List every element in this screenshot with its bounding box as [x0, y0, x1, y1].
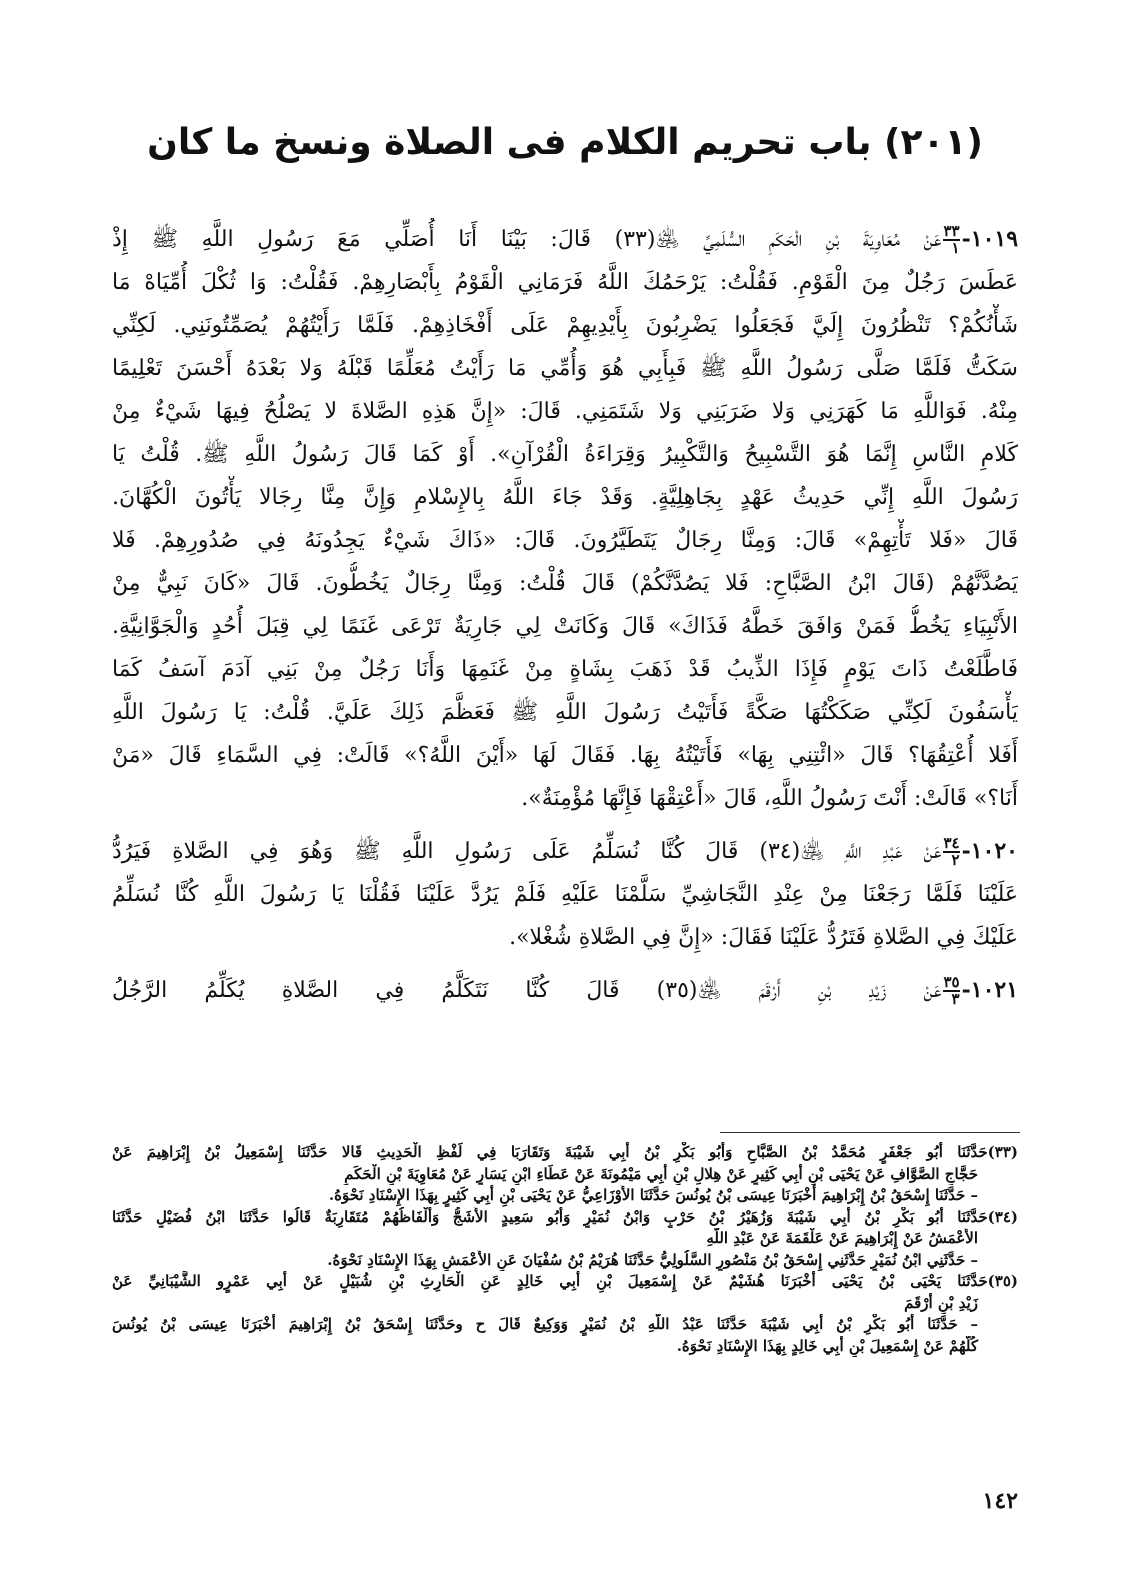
line-text: قَالَ «فَلا تَأْتِهِمْ» قَالَ: وَمِنَّا رِجَالٌ يَتَطَيَّرُونَ. قَالَ: «ذَاكَ شَيْءٌ يَجِدُونَهُ فِي صُدُورِهِمْ. فَلا — [112, 528, 1018, 553]
footnote-divider — [720, 1132, 1020, 1133]
text-line — [112, 218, 1018, 261]
hadith-paragraph — [112, 969, 1018, 1012]
text-line — [112, 734, 1018, 777]
line-text: مِنْهُ. فَوَاللَّهِ مَا كَهَرَنِي وَلا ضَرَبَنِي وَلا شَتَمَنِي. قَالَ: «إِنَّ هَذِهِ الصَّلاةَ لا يَصْلُحُ فِيهَا شَيْءٌ مِنْ — [112, 399, 1018, 424]
page-number: ١٤٢ — [982, 1488, 1018, 1514]
line-text: عَلَيْكَ فِي الصَّلاةِ فَتَرُدُّ عَلَيْنَا فَقَالَ: «إِنَّ فِي الصَّلاةِ شُغْلا». — [509, 925, 1018, 950]
text-line — [112, 648, 1018, 691]
footnote-line: (٣٤)حَدَّثَنَا أَبُو بَكْرِ بْنُ أَبِي شَيْبَةَ وَزُهَيْرُ بْنُ حَرْبٍ وَابْنُ نُمَيْرٍ وَأَبُو سَعِيدٍ الأَشَجُّ وَأَلْفَاظُهُمْ مُتَقَارِبَةٌ قَالُوا حَدَّثَنَا ابْنُ فُضَيْلٍ حَدَّثَنَا — [112, 1207, 1018, 1226]
text-line — [112, 304, 1018, 347]
text-line — [112, 476, 1018, 519]
line-text: أَنَا؟» قَالَتْ: أَنْتَ رَسُولُ اللَّهِ، قَالَ «أَعْتِقْهَا فَإِنَّهَا مُؤْمِنَةٌ». — [521, 786, 1018, 811]
hadith-paragraph — [112, 218, 1018, 820]
text-line — [112, 347, 1018, 390]
hadith-sub-number — [943, 975, 959, 1007]
footnote-line: الأَعْمَشُ عَنْ إِبْرَاهِيمَ عَنْ عَلْقَمَةَ عَنْ عَبْدِ اللَّهِ — [706, 1229, 978, 1247]
text-line — [112, 830, 1018, 873]
line-text: سَكَتُّ فَلَمَّا صَلَّى رَسُولُ اللَّهِ ﷺ فَبِأَبِي هُوَ وَأُمِّي مَا رَأَيْتُ مُعَلِّمًا قَبْلَهُ وَلا بَعْدَهُ أَحْسَنَ تَعْلِيمًا — [112, 356, 1018, 381]
chapter-title: (٢٠١) باب تحريم الكلام فى الصلاة ونسخ ما كان — [147, 122, 983, 163]
text-line — [112, 691, 1018, 734]
footnote-line: كُلُّهُمْ عَنْ إِسْمَعِيلَ بْنِ أَبِي خَالِدٍ بِهَذَا الإِسْنَادِ نَحْوَهُ. — [676, 1336, 978, 1355]
sub-number-bottom: ٢ — [951, 851, 960, 869]
line-text: عَنْ مُعَاوِيَةَ بْنِ الْحَكَمِ السُّلَمِيِّ ﵁(٣٣) قَالَ: بَيْنَا أَنَا أُصَلِّي مَعَ رَسُولِ اللَّهِ ﷺ إِذْ — [112, 227, 942, 252]
line-text: عَنْ زَيْدِ بْنِ أَرْقَمَ ﵁(٣٥) قَالَ كُنَّا نَتَكَلَّمُ فِي الصَّلاةِ يُكَلِّمُ الرَّجُلُ — [112, 978, 942, 1003]
footnote-line: (٣٥)حَدَّثَنَا يَحْيَى بْنُ يَحْيَى أَخْبَرَنَا هُشَيْمٌ عَنْ إِسْمَعِيلَ بْنِ أَبِي خَالِدٍ عَنِ الْحَارِثِ بْنِ شُبَيْلٍ عَنْ أَبِي عَمْرٍو الشَّيْبَانِيِّ عَنْ — [112, 1272, 1018, 1290]
sub-number-top: ٣٥ — [943, 973, 960, 991]
text-line — [112, 261, 1018, 304]
line-text: يَأْسَفُونَ لَكِنِّي صَكَكْتُهَا صَكَّةً فَأَتَيْتُ رَسُولَ اللَّهِ ﷺ فَعَظَّمَ ذَلِكَ عَلَيَّ. قُلْتُ: يَا رَسُولَ اللَّهِ — [112, 700, 1018, 725]
text-line — [112, 777, 1018, 820]
sub-number-top: ٣٤ — [943, 834, 960, 852]
text-line — [112, 433, 1018, 476]
line-text: شَأْنُكُمْ؟ تَنْظُرُونَ إِلَيَّ فَجَعَلُوا يَضْرِبُونَ بِأَيْدِيهِمْ عَلَى أَفْخَاذِهِمْ. فَلَمَّا رَأَيْتُهُمْ يُصَمِّتُونَنِي. لَكِنِّي — [112, 313, 1018, 338]
line-text: رَسُولَ اللَّهِ إِنِّي حَدِيثُ عَهْدٍ بِجَاهِلِيَّةٍ. وَقَدْ جَاءَ اللَّهُ بِالإِسْلامِ وَإِنَّ مِنَّا رِجَالا يَأْتُونَ الْكُهَّانَ. — [112, 485, 1018, 510]
hadith-number: ١٠١٩- — [961, 226, 1018, 252]
footnotes — [112, 1142, 1018, 1357]
text-line — [112, 562, 1018, 605]
sub-number-top: ٣٣ — [943, 222, 960, 240]
text-line — [112, 873, 1018, 916]
line-text: يَصُدَّنَّهُمْ (قَالَ ابْنُ الصَّبَّاحِ: فَلا يَصُدَّنَّكُمْ) قَالَ قُلْتُ: وَمِنَّا رِجَالٌ يَخُطُّونَ. قَالَ «كَانَ نَبِيٌّ مِنْ — [112, 571, 1018, 596]
footnote-line: (٣٣)حَدَّثَنَا أَبُو جَعْفَرٍ مُحَمَّدُ بْنُ الصَّبَّاحِ وَأَبُو بَكْرِ بْنُ أَبِي شَيْبَةَ وَتَقَارَبَا فِي لَفْظِ الْحَدِيثِ قَالا حَدَّثَنَا إِسْمَعِيلُ بْنُ إِبْرَاهِيمَ عَنْ — [112, 1143, 1018, 1161]
hadith-body — [112, 218, 1018, 1022]
line-text: أَفَلا أُعْتِقُهَا؟ قَالَ «ائْتِنِي بِهَا» فَأَتَيْتُهُ بِهَا. فَقَالَ لَهَا «أَيْنَ اللَّهُ؟» قَالَتْ: فِي السَّمَاءِ قَالَ «مَنْ — [112, 743, 1018, 768]
footnote-line: زَيْدِ بْنِ أَرْقَمَ — [904, 1293, 978, 1312]
text-line — [112, 519, 1018, 562]
footnote-line: – حَدَّثَنَا أَبُو بَكْرِ بْنُ أَبِي شَيْبَةَ حَدَّثَنَا عَبْدُ اللَّهِ بْنُ نُمَيْرٍ وَوَكِيعٌ قَالَ ح وحَدَّثَنَا إِسْحَقُ بْنُ إِبْرَاهِيمَ أَخْبَرَنَا عِيسَى بْنُ يُونُسَ — [112, 1315, 978, 1333]
line-text: عَنْ عَبْدِ اللَّهِ ﵁(٣٤) قَالَ كُنَّا نُسَلِّمُ عَلَى رَسُولِ اللَّهِ ﷺ وَهُوَ فِي الصَّلاةِ فَيَرُدُّ — [112, 839, 942, 864]
line-text: فَاطَّلَعْتُ ذَاتَ يَوْمٍ فَإِذَا الذِّيبُ قَدْ ذَهَبَ بِشَاةٍ مِنْ غَنَمِهَا وَأَنَا رَجُلٌ مِنْ بَنِي آدَمَ آسَفُ كَمَا — [112, 657, 1018, 682]
text-line — [112, 605, 1018, 648]
footnote-line: – حَدَّثَنِي ابْنُ نُمَيْرٍ حَدَّثَنِي إِسْحَقُ بْنُ مَنْصُورٍ السَّلُولِيُّ حَدَّثَنَا هُرَيْمُ بْنُ سُفْيَانَ عَنِ الأَعْمَشِ بِهَذَا الإِسْنَادِ نَحْوَهُ. — [327, 1250, 978, 1269]
text-line — [112, 916, 1018, 959]
line-text: الأَنْبِيَاءِ يَخُطُّ فَمَنْ وَافَقَ خَطَّهُ فَذَاكَ» قَالَ وَكَانَتْ لِي جَارِيَةٌ تَرْعَى غَنَمًا لِي قِبَلَ أُحُدٍ وَالْجَوَّانِيَّةِ. — [112, 614, 1018, 639]
sub-number-bottom: ٣ — [951, 990, 960, 1008]
hadith-number: ١٠٢١- — [961, 977, 1018, 1003]
footnote-line: حَجَّاجٍ الصَّوَّافِ عَنْ يَحْيَى بْنِ أَبِي كَثِيرٍ عَنْ هِلالِ بْنِ أَبِي مَيْمُونَةَ عَنْ عَطَاءِ ابْنِ يَسَارٍ عَنْ مُعَاوِيَةَ بْنِ الْحَكَمِ — [344, 1164, 978, 1183]
text-line — [112, 390, 1018, 433]
hadith-number: ١٠٢٠- — [961, 838, 1018, 864]
line-text: كَلامِ النَّاسِ إِنَّمَا هُوَ التَّسْبِيحُ وَالتَّكْبِيرُ وَقِرَاءَةُ الْقُرْآنِ». أَوْ كَمَا قَالَ رَسُولُ اللَّهِ ﷺ. قُلْتُ يَا — [112, 442, 1018, 467]
hadith-paragraph — [112, 830, 1018, 959]
line-text: عَلَيْنَا فَلَمَّا رَجَعْنَا مِنْ عِنْدِ النَّجَاشِيِّ سَلَّمْنَا عَلَيْهِ فَلَمْ يَرُدَّ عَلَيْنَا فَقُلْنَا يَا رَسُولَ اللَّهِ كُنَّا نُسَلِّمُ — [112, 882, 1018, 907]
hadith-sub-number — [943, 224, 959, 256]
footnote-line: – حَدَّثَنَا إِسْحَقُ بْنُ إِبْرَاهِيمَ أَخْبَرَنَا عِيسَى بْنُ يُونُسَ حَدَّثَنَا الأَوْزَاعِيُّ عَنْ يَحْيَى بْنِ أَبِي كَثِيرٍ بِهَذَا الإِسْنَادِ نَحْوَهُ. — [328, 1186, 978, 1204]
hadith-sub-number — [943, 836, 959, 868]
line-text: عَطَسَ رَجُلٌ مِنَ الْقَوْمِ. فَقُلْتُ: يَرْحَمُكَ اللَّهُ فَرَمَانِي الْقَوْمُ بِأَبْصَارِهِمْ. فَقُلْتُ: وَا ثُكْلَ أُمِّيَاهْ مَا — [112, 270, 1018, 295]
text-line — [112, 969, 1018, 1012]
sub-number-bottom: ١ — [951, 239, 960, 257]
